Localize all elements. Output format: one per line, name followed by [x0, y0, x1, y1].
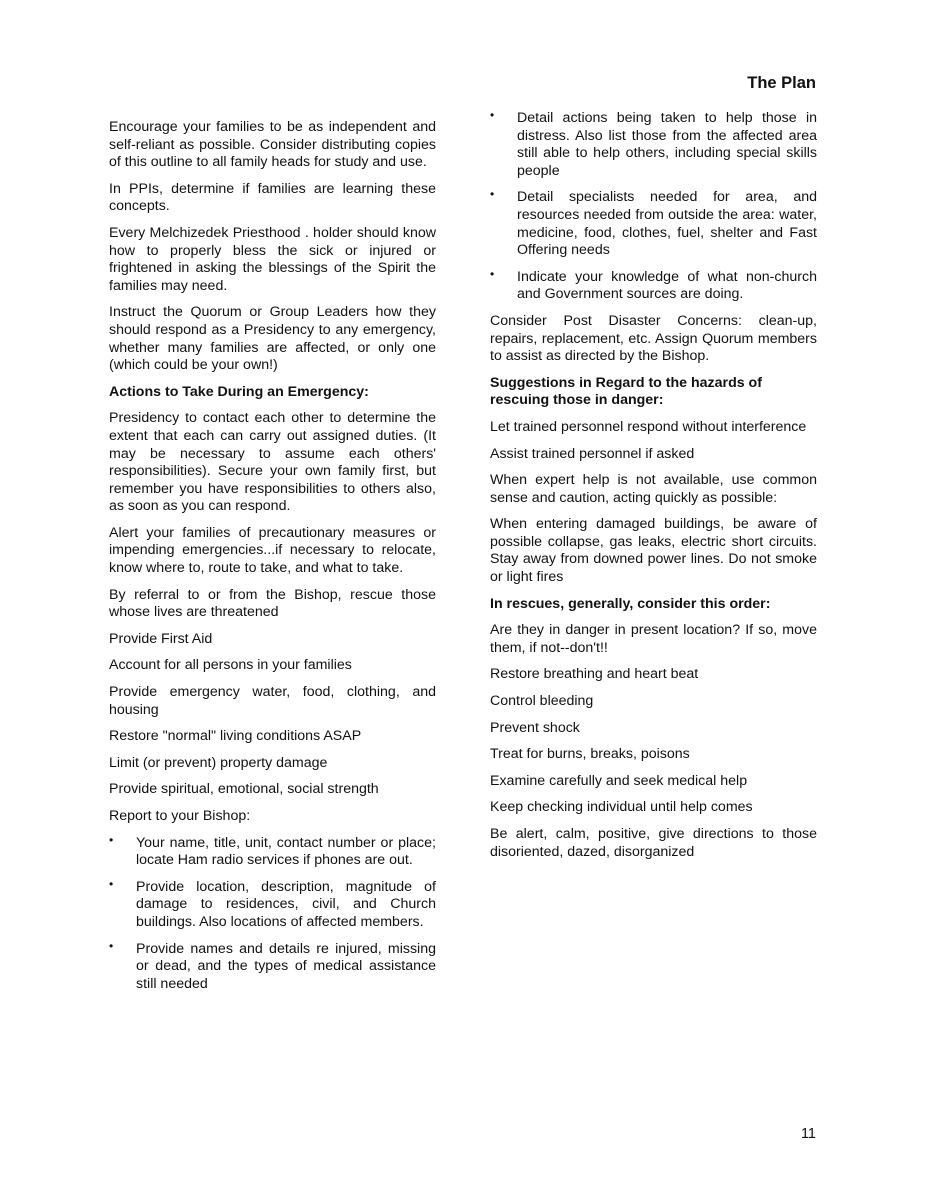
page-section-title: The Plan — [747, 74, 816, 92]
list-item — [109, 876, 436, 932]
body-paragraph: Be alert, calm, positive, give directions to those disoriented, dazed, disorganized — [490, 826, 817, 860]
page-number: 11 — [800, 1126, 816, 1142]
body-paragraph: In PPIs, determine if families are learning these concepts. — [109, 180, 436, 215]
body-paragraph: Encourage your families to be as independent and self-reliant as possible. Consider distributing copies of this outline to all family heads for study and use. — [109, 119, 436, 171]
bullet-icon: • — [109, 832, 114, 847]
body-paragraph: When entering damaged buildings, be aware of possible collapse, gas leaks, electric short circuits. Stay away from downed power lines. Do not smoke or light fires — [490, 516, 817, 586]
list-item — [490, 189, 817, 259]
body-paragraph: Provide emergency water, food, clothing, and housing — [109, 684, 436, 718]
body-paragraph: Restore "normal" living conditions ASAP — [109, 728, 362, 745]
body-paragraph: Consider Post Disaster Concerns: clean-up, repairs, replacement, etc. Assign Quorum members to assist as directed by the Bishop. — [490, 312, 817, 365]
body-paragraph: Presidency to contact each other to determine the extent that each can carry out assigned duties. (It may be necessary to assume each others' responsibilities). Secure your own family first, but remember you have responsibilities to others also, as soon as you can respond. — [109, 410, 436, 515]
report-bullet-list — [109, 832, 436, 994]
body-paragraph: Report to your Bishop: — [109, 808, 251, 824]
body-paragraph: Restore breathing and heart beat — [490, 666, 699, 683]
list-item-text: Your name, title, unit, contact number or place; locate Ham radio services if phones are out. — [136, 834, 436, 869]
body-paragraph: Alert your families of precautionary measures or impending emergencies...if necessary to relocate, know where to, route to take, and what to take. — [109, 524, 436, 577]
body-paragraph: Every Melchizedek Priesthood . holder should know how to properly bless the sick or injured or frightened in asking the blessings of the Spirit the families may need. — [109, 224, 436, 294]
report-bullet-list-continued — [490, 110, 817, 304]
list-item-text: Provide names and details re injured, missing or dead, and the types of medical assistance still needed — [136, 940, 436, 992]
left-column — [109, 119, 436, 1002]
body-paragraph: Limit (or prevent) property damage — [109, 754, 328, 771]
section-heading-hazards: Suggestions in Regard to the hazards of rescuing those in danger: — [490, 374, 762, 409]
body-paragraph: Provide spiritual, emotional, social strength — [109, 781, 379, 798]
body-paragraph: When expert help is not available, use common sense and caution, acting quickly as possible: — [490, 472, 817, 506]
section-heading-order: In rescues, generally, consider this order: — [490, 595, 771, 612]
body-paragraph: Examine carefully and seek medical help — [490, 772, 748, 789]
section-heading-actions: Actions to Take During an Emergency: — [109, 383, 369, 400]
body-paragraph: Treat for burns, breaks, poisons — [490, 746, 690, 763]
body-paragraph: By referral to or from the Bishop, rescue those whose lives are threatened — [109, 586, 436, 621]
body-paragraph: Instruct the Quorum or Group Leaders how they should respond as a Presidency to any emergency, whether many families are affected, or only one (which could be your own!) — [109, 304, 436, 374]
body-paragraph: Control bleeding — [490, 693, 594, 710]
body-paragraph: Prevent shock — [490, 719, 580, 736]
bullet-icon: • — [109, 938, 114, 953]
bullet-icon: • — [490, 187, 495, 202]
list-item-text: Provide location, description, magnitude of damage to residences, civil, and Church buildings. Also locations of affected members. — [136, 878, 436, 930]
right-column — [490, 110, 817, 870]
list-item — [490, 266, 817, 304]
bullet-icon: • — [109, 876, 114, 891]
bullet-icon: • — [490, 108, 495, 122]
body-paragraph: Account for all persons in your families — [109, 657, 352, 674]
body-paragraph: Provide First Aid — [109, 630, 213, 647]
list-item — [109, 938, 436, 994]
body-paragraph: Assist trained personnel if asked — [490, 445, 695, 462]
list-item-text: Indicate your knowledge of what non-church and Government sources are doing. — [517, 268, 817, 303]
list-item — [490, 110, 817, 180]
body-paragraph: Keep checking individual until help comes — [490, 799, 753, 816]
list-item-text: Detail specialists needed for area, and resources needed from outside the area: water, medicine, food, clothes, fuel, shelter and Fast Offering needs — [517, 189, 817, 259]
body-paragraph: Are they in danger in present location? If so, move them, if not--don't!! — [490, 622, 817, 656]
bullet-icon: • — [490, 266, 495, 281]
list-item-text: Detail actions being taken to help those in distress. Also list those from the affected area still able to help others, including special skills people — [517, 110, 817, 179]
list-item — [109, 832, 436, 870]
body-paragraph: Let trained personnel respond without interference — [490, 418, 807, 435]
